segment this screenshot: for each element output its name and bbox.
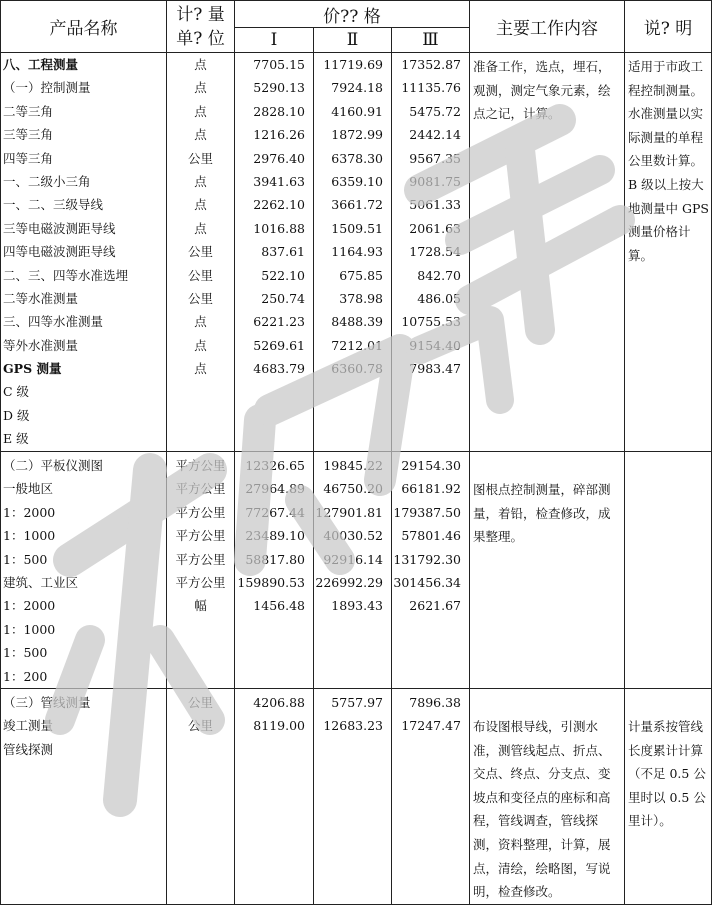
table-cell: 公里: [187, 290, 213, 306]
table-cell: 四等电磁波测距导线: [3, 244, 116, 260]
table-cell: 1728.54: [409, 244, 461, 260]
section-plane-table-mapping: [1, 452, 712, 689]
table-cell: 八、工程测量: [3, 57, 79, 72]
header-grade-3: Ⅲ: [392, 28, 470, 53]
header-grade-2: Ⅱ: [314, 28, 392, 53]
table-cell: 1164.93: [331, 244, 383, 260]
table-cell: 9154.40: [409, 337, 461, 353]
table-cell: 公里: [187, 244, 213, 260]
table-cell: 三、四等水准测量: [3, 314, 104, 330]
table-cell: 837.61: [261, 244, 305, 260]
table-cell: 点: [194, 103, 207, 119]
header-grade-1: Ⅰ: [235, 28, 314, 53]
table-cell: 2442.14: [409, 127, 461, 143]
table-cell: 12683.23: [323, 718, 383, 734]
header-main-content: 主要工作内容: [470, 1, 625, 53]
table-cell: 10755.53: [401, 314, 461, 330]
table-cell: 竣工测量: [3, 718, 54, 734]
table-cell: 7705.15: [253, 57, 305, 72]
table-cell: （一）控制测量: [3, 80, 91, 96]
table-cell: 522.10: [261, 267, 305, 283]
table-cell: 公里: [187, 267, 213, 283]
table-cell: 点: [194, 197, 207, 213]
table-cell: 四等三角: [3, 150, 54, 166]
table-cell: 9081.75: [409, 173, 461, 189]
table-cell: 等外水准测量: [3, 337, 79, 353]
section1-names: [1, 53, 167, 452]
section3-content: 布设图根导线，引测水准，测管线起点、折点、交点、终点、分支点、变坡点和变径点的座标和高程，管线调查，管线探测，资料整理，计算，展点，清绘，绘略图，写说明，检查修改。: [470, 689, 625, 905]
table-cell: 77267.44: [245, 504, 305, 520]
table-cell: 131792.30: [393, 551, 461, 567]
table-cell: 1：1000: [3, 528, 56, 544]
section3-grade3: [392, 689, 470, 905]
table-cell: 5061.33: [409, 197, 461, 213]
section1-units: [167, 53, 235, 452]
section2-remark: [625, 452, 712, 689]
table-cell: 226992.29: [315, 574, 383, 590]
table-cell: 一般地区: [3, 481, 54, 497]
table-cell: 17352.87: [401, 57, 461, 72]
table-cell: 5475.72: [409, 103, 461, 119]
section2-grade2: [314, 452, 392, 689]
table-cell: 3661.72: [331, 197, 383, 213]
table-cell: C 级: [3, 384, 30, 400]
table-cell: 平方公里: [175, 528, 226, 544]
table-cell: 1：500: [3, 645, 48, 661]
section1-remark: 适用于市政工程控制测量。水准测量以实际测量的单程公里数计算。B 级以上按大地测量中 GPS 测量价格计算。: [625, 53, 712, 452]
table-cell: 三等电磁波测距导线: [3, 220, 116, 236]
table-cell: 6360.78: [331, 361, 383, 377]
table-cell: 46750.20: [323, 481, 383, 497]
table-cell: 27964.89: [245, 481, 305, 497]
section3-grade2: [314, 689, 392, 905]
table-cell: 6221.23: [253, 314, 305, 330]
table-cell: 1016.88: [253, 220, 305, 236]
table-cell: 点: [194, 127, 207, 143]
section2-names: [1, 452, 167, 689]
table-cell: （三）管线测量: [3, 695, 91, 710]
table-cell: 11135.76: [401, 80, 461, 96]
table-cell: 9567.35: [409, 150, 461, 166]
table-cell: 40030.52: [323, 528, 383, 544]
table-cell: 二、三、四等水准选埋: [3, 267, 129, 283]
table-cell: 1509.51: [331, 220, 383, 236]
table-cell: 8119.00: [253, 718, 305, 734]
table-cell: 平方公里: [175, 458, 226, 473]
table-cell: 11719.69: [323, 57, 383, 72]
table-cell: 58817.80: [245, 551, 305, 567]
table-cell: 幅: [194, 598, 207, 614]
header-remark: 说? 明: [625, 1, 712, 53]
table-cell: 1：500: [3, 551, 48, 567]
section2-grade3: [392, 452, 470, 689]
table-cell: 1893.43: [331, 598, 383, 614]
table-cell: 5269.61: [253, 337, 305, 353]
table-cell: 250.74: [261, 290, 305, 306]
table-cell: 486.05: [417, 290, 461, 306]
table-cell: 点: [194, 361, 207, 377]
table-cell: 一、二级小三角: [3, 173, 91, 189]
table-cell: 点: [194, 220, 207, 236]
table-cell: 4206.88: [253, 695, 305, 710]
table-cell: 平方公里: [175, 551, 226, 567]
table-cell: 2621.67: [409, 598, 461, 614]
table-cell: 一、二、三级导线: [3, 197, 104, 213]
table-cell: 点: [194, 80, 207, 96]
section2-units: [167, 452, 235, 689]
section3-remark: 计量系按管线长度累计计算（不足 0.5 公里时以 0.5 公里计）。: [625, 689, 712, 905]
table-cell: 92916.14: [323, 551, 383, 567]
table-cell: 6359.10: [331, 173, 383, 189]
table-cell: 1：2000: [3, 598, 56, 614]
header-unit: [167, 1, 235, 53]
table-cell: 4683.79: [253, 361, 305, 377]
table-cell: 公里: [187, 150, 213, 166]
table-cell: 842.70: [417, 267, 461, 283]
table-cell: 平方公里: [175, 481, 226, 497]
table-cell: 2828.10: [253, 103, 305, 119]
table-cell: 7983.47: [409, 361, 461, 377]
table-cell: 8488.39: [331, 314, 383, 330]
table-cell: 57801.46: [401, 528, 461, 544]
table-cell: 点: [194, 173, 207, 189]
table-cell: 1：1000: [3, 621, 56, 637]
section1-grade3: [392, 53, 470, 452]
table-cell: 1216.26: [253, 127, 305, 143]
table-cell: 公里: [187, 695, 213, 710]
table-cell: 平方公里: [175, 574, 226, 590]
section3-names: [1, 689, 167, 905]
section1-grade2: [314, 53, 392, 452]
table-cell: 3941.63: [253, 173, 305, 189]
table-cell: 点: [194, 337, 207, 353]
header-unit-top: 计? 量: [176, 4, 225, 25]
table-cell: 1872.99: [331, 127, 383, 143]
table-cell: 三等三角: [3, 127, 54, 143]
section3-units: [167, 689, 235, 905]
table-cell: （二）平板仪测图: [3, 458, 104, 473]
table-cell: 179387.50: [393, 504, 461, 520]
table-cell: 建筑、工业区: [3, 574, 79, 590]
table-cell: 点: [194, 314, 207, 330]
table-cell: 点: [194, 57, 207, 72]
table-cell: 6378.30: [331, 150, 383, 166]
table-cell: 1：2000: [3, 504, 56, 520]
table-cell: 159890.53: [237, 574, 305, 590]
table-cell: 2976.40: [253, 150, 305, 166]
table-cell: E 级: [3, 431, 29, 447]
table-cell: 675.85: [339, 267, 383, 283]
table-cell: 17247.47: [401, 718, 461, 734]
section2-content: 图根点控制测量，碎部测量，着铅，检查修改，成果整理。: [470, 452, 625, 689]
table-cell: 378.98: [339, 290, 383, 306]
table-cell: 12326.65: [245, 458, 305, 473]
table-cell: 平方公里: [175, 504, 226, 520]
section2-grade1: [235, 452, 314, 689]
header-product-name: 产品名称: [1, 1, 167, 53]
table-cell: 19845.22: [323, 458, 383, 473]
table-cell: 7212.01: [331, 337, 383, 353]
table-cell: 5757.97: [331, 695, 383, 710]
header-price: 价?? 格: [235, 1, 470, 28]
table-cell: 二等三角: [3, 103, 54, 119]
table-cell: 二等水准测量: [3, 290, 79, 306]
section-engineering-survey: [1, 53, 712, 452]
table-cell: 7924.18: [331, 80, 383, 96]
table-cell: 127901.81: [315, 504, 383, 520]
table-cell: 1456.48: [253, 598, 305, 614]
table-cell: 5290.13: [253, 80, 305, 96]
section3-grade1: [235, 689, 314, 905]
section1-grade1: [235, 53, 314, 452]
section1-content: 准备工作，选点，埋石，观测，测定气象元素，绘点之记，计算。: [470, 53, 625, 452]
table-cell: 2262.10: [253, 197, 305, 213]
table-cell: 66181.92: [401, 481, 461, 497]
table-cell: 29154.30: [401, 458, 461, 473]
header-unit-bottom: 单? 位: [176, 28, 225, 49]
table-cell: D 级: [3, 407, 30, 423]
table-cell: 1：200: [3, 668, 48, 684]
section-pipeline-survey: [1, 689, 712, 905]
table-cell: GPS 测量: [3, 361, 62, 377]
table-cell: 管线探测: [3, 741, 54, 757]
table-cell: 4160.91: [331, 103, 383, 119]
table-cell: 公里: [187, 718, 213, 734]
table-cell: 301456.34: [393, 574, 461, 590]
table-cell: 23489.10: [245, 528, 305, 544]
table-cell: 2061.63: [409, 220, 461, 236]
table-cell: 7896.38: [409, 695, 461, 710]
